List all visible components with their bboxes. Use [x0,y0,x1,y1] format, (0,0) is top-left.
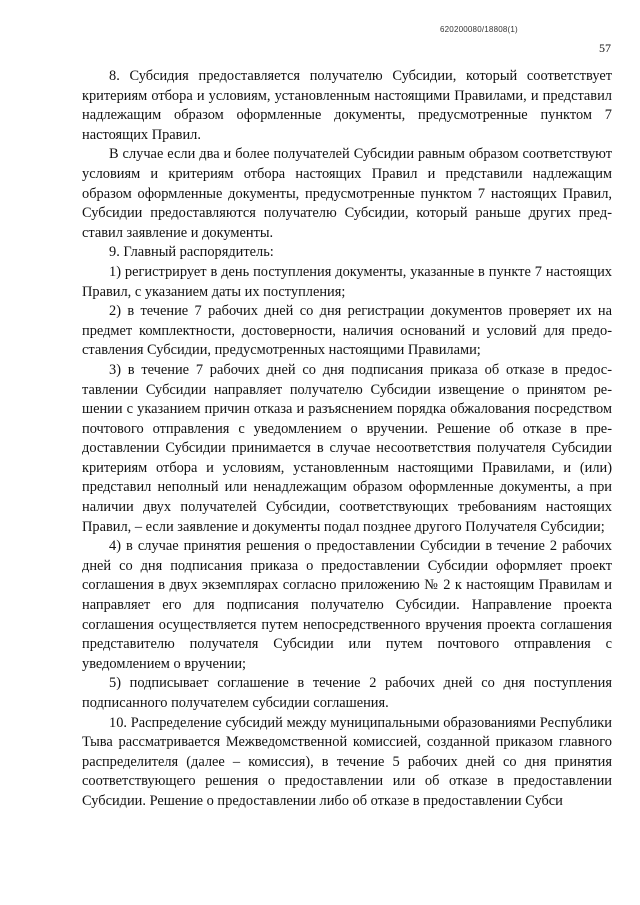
document-body [82,67,612,812]
paragraph-9-item-5: 5) подписывает соглашение в течение 2 рабочих дней со дня поступления подписанного получателем субсидии соглашения. [82,675,612,711]
paragraph-9-item-3: 3) в течение 7 рабочих дней со дня подписания приказа об отказе в предоставлении Субсидии направляет получателю Субсидии извещение о принятом решении с указанием причин отказа и разъяснением порядка обжалования посредством почтового отправления с уведомлением о вручении. Решение об отказе в предоставлении Субсидии принимается в случае несоответствия получателя Субсидии критериям отбора и условиям, установленным настоящими Правилами, и (или) представил неполный или ненадлежащим образом оформленные документы, а при наличии двух получателей Субсидии, соответствующих требованиям настоящих Правил, – если заявление и документы подал позднее другого Получателя Субсидии; [82,361,612,535]
paragraph-9-item-4: 4) в случае принятия решения о предоставлении Субсидии в течение 2 рабочих дней со дня подписания приказа о предоставлении Субсидии оформляет проект соглашения в двух экземплярах согласно приложению № 2 к настоящим Правилам и направляет его для подписания получателю Субсидии. Направление проекта соглашения осуществляется путем непосредственного вручения проекта соглашения представителю получателя Субсидии или путем почтового отправления с уведомлением о вручении; [82,538,612,672]
page-number: 57 [599,41,611,55]
paragraph-9-item-1: 1) регистрирует в день поступления документы, указанные в пункте 7 настоящих Правил, с указанием даты их поступления; [82,263,612,300]
document-code: 620200080/18808(1) [440,25,518,34]
paragraph-8: 8. Субсидия предоставляется получателю Субсидии, который соответствует критериям отбора и условиям, установленным настоящими Правилами, и представил надлежащим образом оформленные документы, предусмотренные пунктом 7 настоящих Правил. [82,68,612,143]
paragraph-10: 10. Распределение субсидий между муниципальными образованиями Республики Тыва рассматривается Межведомственной комиссией, созданной приказом главного распределителя (далее – комиссия), в течение 5 рабочих дней со дня принятия соответствующего решения о предоставлении или об отказе в предоставлении Субсидии. Решение о предоставлении либо об отказе в предоставлении Субси [82,714,612,809]
paragraph-9-item-2: 2) в течение 7 рабочих дней со дня регистрации документов проверяет их на предмет комплектности, достоверности, наличия оснований и условий для предоставления Субсидии, предусмотренных настоящими Правилами; [82,303,612,359]
paragraph-8-continuation: В случае если два и более получателей Субсидии равным образом соответствуют условиям и критериям отбора настоящих Правил и представили надлежащим образом оформленные документы, предусмотренные пунктом 7 настоящих Правил, Субсидии предоставляются получателю Субсидии, который раньше других представил заявление и документы. [82,146,612,241]
paragraph-9-heading: 9. Главный распорядитель: [109,244,274,261]
